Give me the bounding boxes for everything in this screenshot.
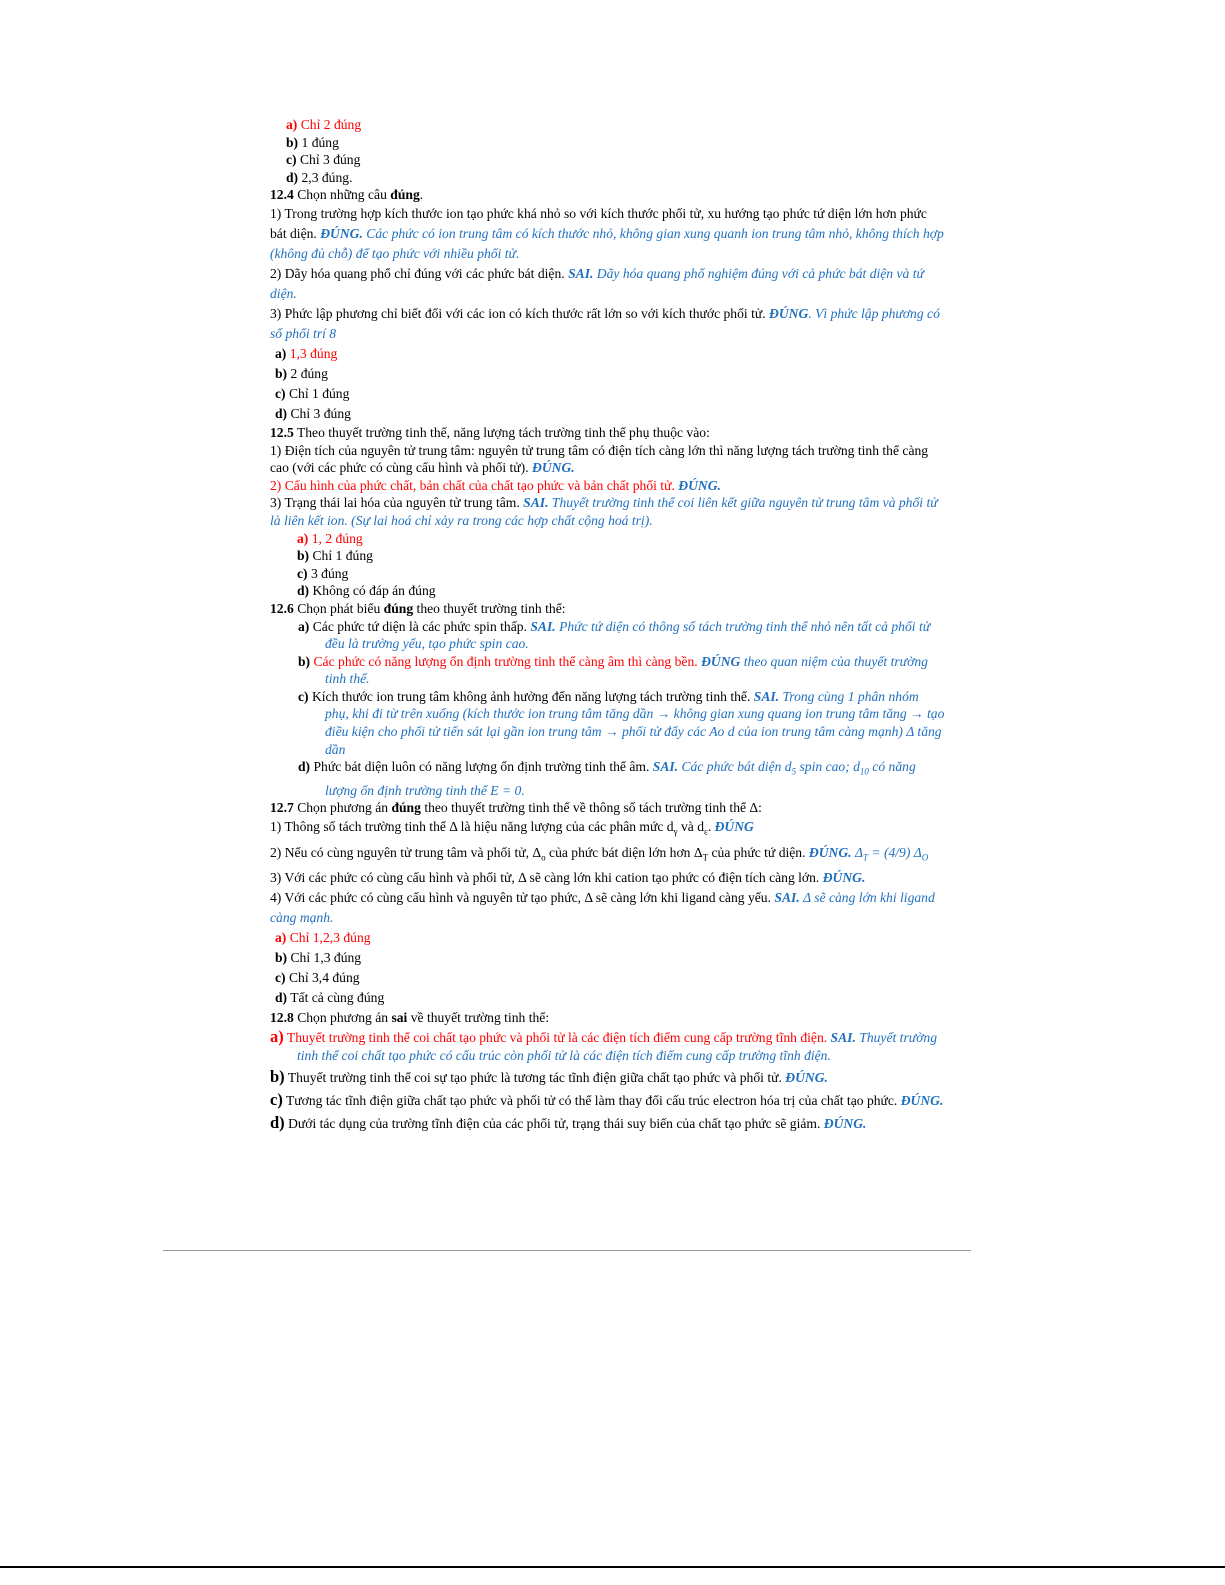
q127-option-a: a) Chỉ 1,2,3 đúng (275, 930, 371, 946)
q123-option-c: c) Chỉ 3 đúng (286, 152, 361, 168)
q123-option-b: b) 1 đúng (286, 134, 339, 150)
q126-stem: 12.6 Chọn phát biểu đúng theo thuyết trường tinh thể: (270, 600, 566, 616)
q125-option-a: a) 1, 2 đúng (297, 530, 363, 546)
q124-option-c: c) Chỉ 1 đúng (275, 385, 350, 401)
q128-option-d: d) Dưới tác dụng của trường tĩnh điện của các phối tử, trạng thái suy biến của chất tạo phức sẽ giảm. ĐÚNG. (270, 1112, 867, 1132)
q124-statement-3: 3) Phức lập phương chỉ biết đối với các ion có kích thước rất lớn so với kích thước phối tử. ĐÚNG. Vì phức lập phương có số phối trí 8 (270, 305, 940, 341)
q128-option-a: a) Thuyết trường tinh thể coi chất tạo phức và phối tử là các điện tích điểm cung cấp trường tĩnh điện. SAI. Thuyết trường tinh thể coi chất tạo phức có cấu trúc còn phối tử là các điện tích điểm cung cấp trường tĩnh điện. (270, 1027, 937, 1063)
q125-option-d: d) Không có đáp án đúng (297, 583, 436, 599)
q127-statement-3: 3) Với các phức có cùng cấu hình và phối tử, Δ sẽ càng lớn khi cation tạo phức có điện tích càng lớn. ĐÚNG. (270, 870, 866, 886)
q124-statement-1: 1) Trong trường hợp kích thước ion tạo phức khá nhỏ so với kích thước phối tử, xu hướng tạo phức tứ diện lớn hơn phức bát diện. ĐÚNG. Các phức có ion trung tâm có kích thước nhỏ, không gian xung quanh ion trung tâm nhỏ, không thích hợp (không đủ chỗ) để tạo phức với nhiều phối tử. (270, 205, 944, 261)
q127-statement-1: 1) Thông số tách trường tinh thể Δ là hiệu năng lượng của các phân mức $d_\gamma$ và $d_\varepsilon$. ĐÚNG (270, 818, 754, 837)
q125-option-b: b) Chỉ 1 đúng (297, 548, 373, 564)
q126-option-a: a) Các phức tứ diện là các phức spin thấp. SAI. Phức tứ diện có thông số tách trường tinh thể nhỏ nên tất cả phối tử đều là trường yếu, tạo phức spin cao. (298, 618, 931, 652)
q124-option-b: b) 2 đúng (275, 365, 328, 381)
q125-statement-2: 2) Cấu hình của phức chất, bản chất của chất tạo phức và bản chất phối tử. ĐÚNG. (270, 477, 721, 493)
q127-statement-2: 2) Nếu có cùng nguyên tử trung tâm và phối tử, $\Delta_o$ của phức bát diện lớn hơn $\Delta_T$ của phức tứ diện. ĐÚNG. $\Delta_T = (4/9)$ $\Delta_O$ (270, 845, 929, 864)
q123-option-d: d) 2,3 đúng. (286, 169, 353, 185)
page-bottom-divider (163, 1250, 971, 1251)
q126-option-d: d) Phức bát diện luôn có năng lượng ổn định trường tinh thể âm. SAI. Các phức bát diện $d_5$ spin cao; $d_{10}$ có năng lượng ổn định trường tinh thể E = 0. (298, 759, 916, 798)
q124-option-a: a) 1,3 đúng (275, 345, 338, 361)
q128-option-b: b) Thuyết trường tinh thể coi sự tạo phức là tương tác tĩnh điện giữa chất tạo phức và phối tử. ĐÚNG. (270, 1067, 828, 1087)
q124-stem: 12.4 Chọn những câu đúng. (270, 187, 424, 203)
document-page (270, 116, 945, 1132)
q125-statement-1: 1) Điện tích của nguyên tử trung tâm: nguyên tử trung tâm có điện tích càng lớn thì năng lượng tách trường tinh thể càng cao (với các phức có cùng cấu hình và phối tử). ĐÚNG. (270, 442, 929, 476)
q123-option-a: a) Chỉ 2 đúng (286, 117, 362, 132)
q126-option-b: b) Các phức có năng lượng ổn định trường tinh thể càng âm thì càng bền. ĐÚNG theo quan niệm của thuyết trường tinh thể. (298, 653, 928, 687)
q127-statement-4: 4) Với các phức có cùng cấu hình và nguyên tử tạo phức, Δ sẽ càng lớn khi ligand càng yếu. SAI. Δ sẽ càng lớn khi ligand càng mạnh. (270, 890, 935, 926)
q127-option-d: d) Tất cả cùng đúng (275, 990, 385, 1006)
q128-stem: 12.8 Chọn phương án sai về thuyết trường tinh thể: (270, 1010, 550, 1026)
q126-option-c: c) Kích thước ion trung tâm không ảnh hưởng đến năng lượng tách trường tinh thể. SAI. Trong cùng 1 phân nhóm phụ, khi đi từ trên xuống (kích thước ion trung tâm tăng dần → không gian xung quang ion trung tâm tăng → tạo điều kiện cho phối tử tiến sát lại gần ion trung tâm → phối tử đẩy các Ao d của ion trung tâm càng mạnh) Δ tăng dần (298, 688, 945, 757)
q127-option-b: b) Chỉ 1,3 đúng (275, 950, 362, 966)
q128-option-c: c) Tương tác tĩnh điện giữa chất tạo phức và phối tử có thể làm thay đổi cấu trúc electron hóa trị của chất tạo phức. ĐÚNG. (270, 1089, 944, 1109)
q125-stem: 12.5 Theo thuyết trường tinh thể, năng lượng tách trường tinh thể phụ thuộc vào: (270, 424, 710, 440)
q124-statement-2: 2) Dãy hóa quang phổ chỉ đúng với các phức bát diện. SAI. Dãy hóa quang phổ nghiệm đúng với cả phức bát diện và tứ diện. (270, 265, 924, 301)
q125-statement-3: 3) Trạng thái lai hóa của nguyên tử trung tâm. SAI. Thuyết trường tinh thể coi liên kết giữa nguyên tử trung tâm và phối tử là liên kết ion. (Sự lai hoá chỉ xảy ra trong các hợp chất cộng hoá trị). (270, 495, 938, 528)
q127-option-c: c) Chỉ 3,4 đúng (275, 970, 360, 986)
window-bottom-border (0, 1566, 1225, 1568)
q125-option-c: c) 3 đúng (297, 565, 349, 581)
q127-stem: 12.7 Chọn phương án đúng theo thuyết trường tinh thể về thông số tách trường tinh thể Δ: (270, 800, 762, 816)
q124-option-d: d) Chỉ 3 đúng (275, 405, 351, 421)
